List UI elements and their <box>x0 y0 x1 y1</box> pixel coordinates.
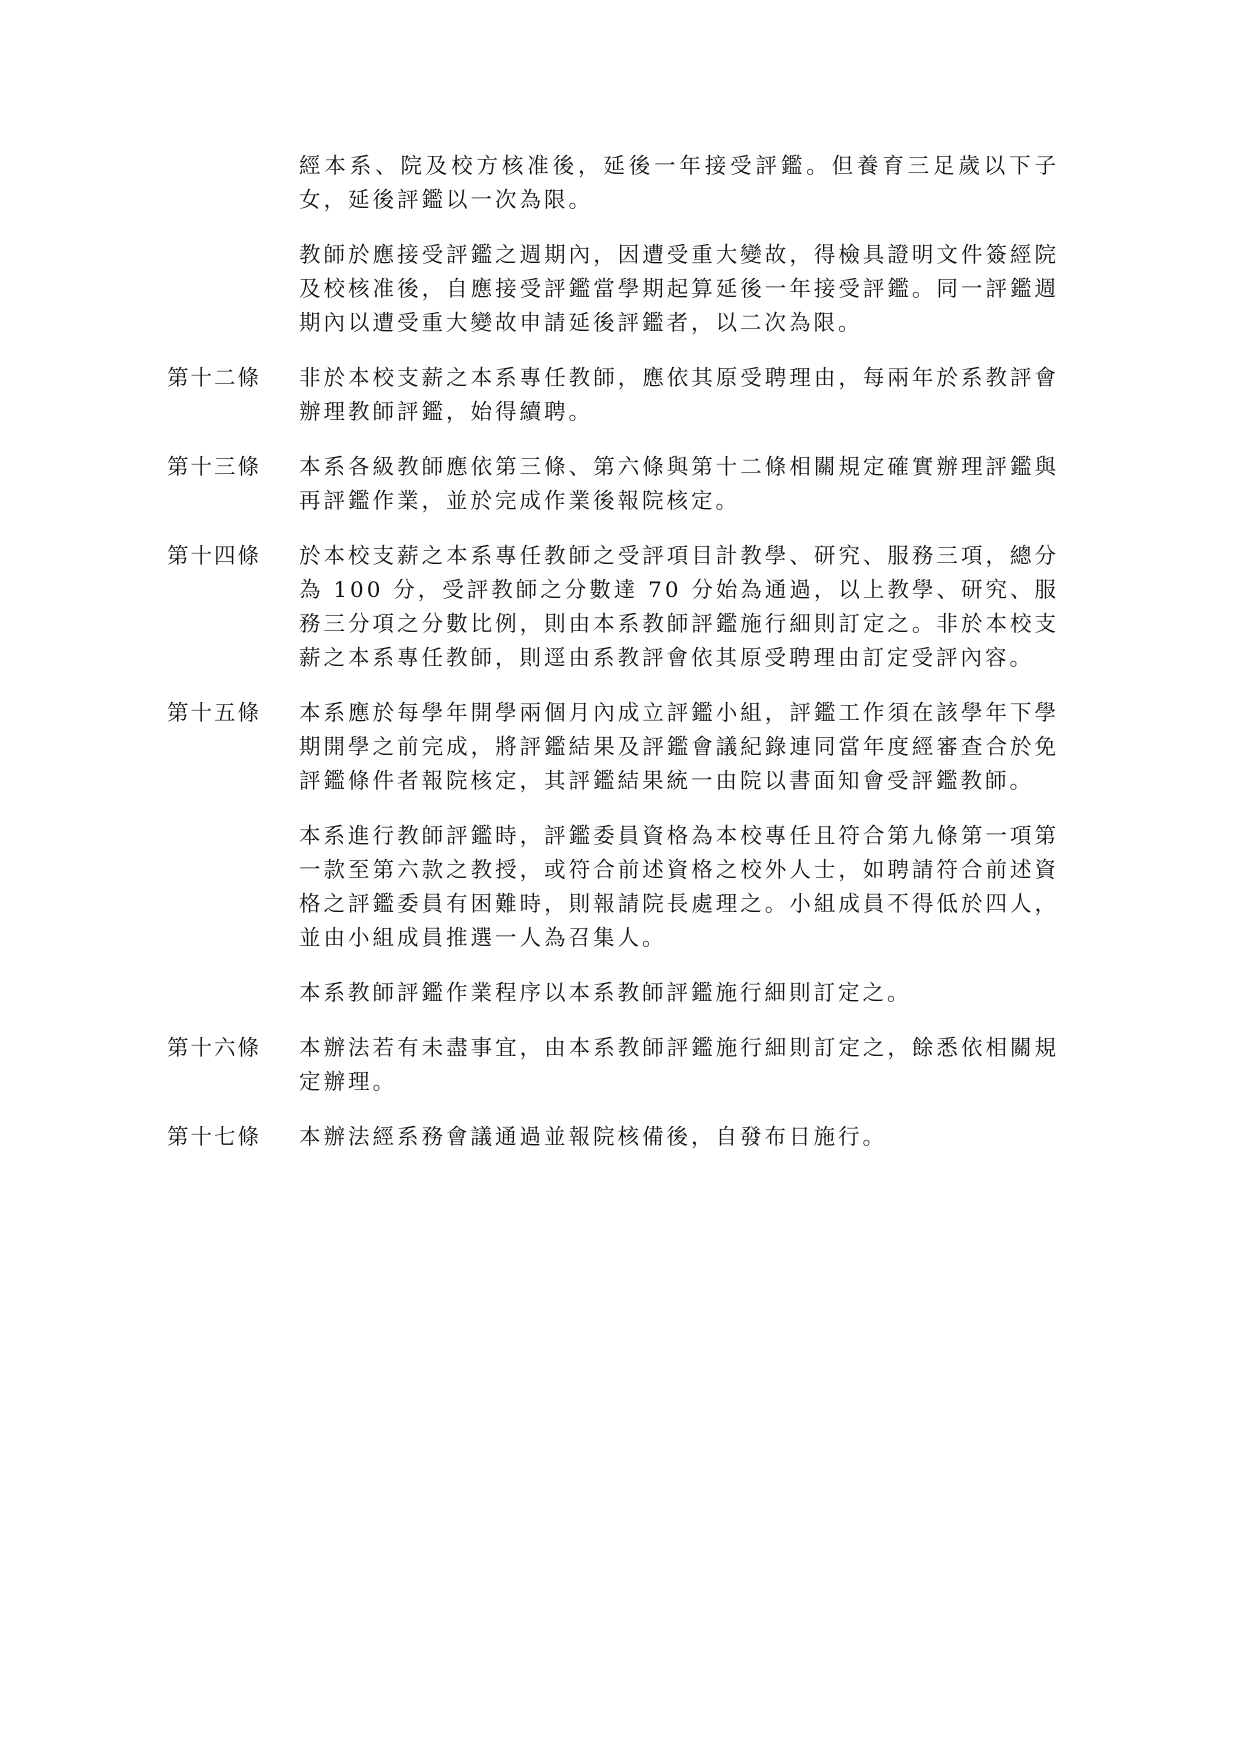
paragraph-text: 本系各級教師應依第三條、第六條與第十二條相關規定確實辦理評鑑與再評鑑作業，並於完成作業後報院核定。 <box>299 455 1059 514</box>
paragraph-text: 經本系、院及校方核准後，延後一年接受評鑑。但養育三足歲以下子女，延後評鑑以一次為限。 <box>299 154 1059 213</box>
article-label: 第十七條 <box>167 1125 262 1150</box>
paragraph-text: 教師於應接受評鑑之週期內，因遭受重大變故，得檢具證明文件簽經院及校核准後，自應接受評鑑當學期起算延後一年接受評鑑。同一評鑑週期內以遭受重大變故申請延後評鑑者，以二次為限。 <box>299 243 1059 336</box>
paragraph-text: 本辦法經系務會議通過並報院核備後，自發布日施行。 <box>299 1125 888 1150</box>
article-label: 第十四條 <box>167 544 262 569</box>
article-16 <box>167 1032 1059 1100</box>
article-15 <box>167 697 1059 799</box>
article-label: 第十二條 <box>167 366 262 391</box>
paragraph-text: 本系應於每學年開學兩個月內成立評鑑小組，評鑑工作須在該學年下學期開學之前完成，將評鑑結果及評鑑會議紀錄連同當年度經審查合於免評鑑條件者報院核定，其評鑑結果統一由院以書面知會受評鑑教師。 <box>299 701 1059 794</box>
article-label: 第十三條 <box>167 455 262 480</box>
article-15-paragraph-3 <box>167 977 1059 1011</box>
article-17 <box>167 1121 1059 1155</box>
paragraph-text: 本辦法若有未盡事宜，由本系教師評鑑施行細則訂定之，餘悉依相關規定辦理。 <box>299 1036 1059 1095</box>
paragraph-text: 本系教師評鑑作業程序以本系教師評鑑施行細則訂定之。 <box>299 981 912 1006</box>
continuation-paragraph <box>167 150 1059 218</box>
article-14 <box>167 540 1059 676</box>
article-12 <box>167 362 1059 430</box>
article-label: 第十六條 <box>167 1036 262 1061</box>
article-label: 第十五條 <box>167 701 262 726</box>
continuation-paragraph <box>167 239 1059 341</box>
article-13 <box>167 451 1059 519</box>
article-15-paragraph-2 <box>167 820 1059 956</box>
paragraph-text: 本系進行教師評鑑時，評鑑委員資格為本校專任且符合第九條第一項第一款至第六款之教授，或符合前述資格之校外人士，如聘請符合前述資格之評鑑委員有困難時，則報請院長處理之。小組成員不得低於四人，並由小組成員推選一人為召集人。 <box>299 824 1059 951</box>
paragraph-text: 非於本校支薪之本系專任教師，應依其原受聘理由，每兩年於系教評會辦理教師評鑑，始得續聘。 <box>299 366 1059 425</box>
document-content <box>167 150 1059 1155</box>
paragraph-text: 於本校支薪之本系專任教師之受評項目計教學、研究、服務三項，總分為 100 分，受評教師之分數達 70 分始為通過，以上教學、研究、服務三分項之分數比例，則由本系教師評鑑施行細則訂定之。非於本校支薪之本系專任教師，則逕由系教評會依其原受聘理由訂定受評內容。 <box>299 544 1059 671</box>
